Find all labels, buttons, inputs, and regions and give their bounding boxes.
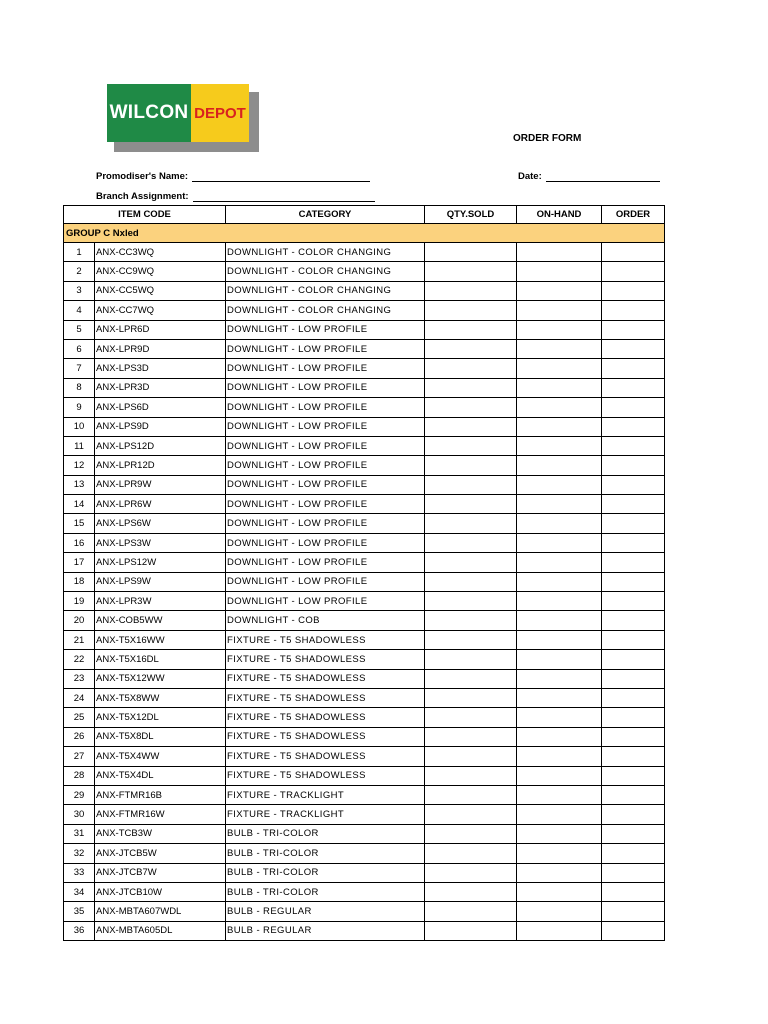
group-row (64, 224, 665, 243)
qty-sold-cell[interactable] (425, 243, 517, 262)
order-cell[interactable] (602, 727, 665, 746)
category-cell: BULB - REGULAR (226, 921, 425, 940)
category-cell: DOWNLIGHT - LOW PROFILE (226, 533, 425, 552)
on-hand-cell[interactable] (517, 902, 602, 921)
on-hand-cell[interactable] (517, 630, 602, 649)
item-code-cell: ANX-MBTA607WDL (95, 902, 226, 921)
item-code-cell: ANX-FTMR16W (95, 805, 226, 824)
on-hand-cell[interactable] (517, 533, 602, 552)
row-number: 16 (64, 533, 95, 552)
item-code-cell: ANX-T5X16WW (95, 630, 226, 649)
on-hand-cell[interactable] (517, 863, 602, 882)
row-number: 9 (64, 398, 95, 417)
category-cell: BULB - TRI-COLOR (226, 844, 425, 863)
order-cell[interactable] (602, 572, 665, 591)
on-hand-cell[interactable] (517, 805, 602, 824)
order-cell[interactable] (602, 592, 665, 611)
qty-sold-cell[interactable] (425, 863, 517, 882)
qty-sold-cell[interactable] (425, 436, 517, 455)
date-label: Date: (518, 171, 542, 182)
on-hand-cell[interactable] (517, 844, 602, 863)
promodiser-field (96, 171, 370, 182)
on-hand-cell[interactable] (517, 495, 602, 514)
item-code-cell: ANX-LPR6D (95, 320, 226, 339)
table-row (64, 727, 665, 746)
qty-sold-cell[interactable] (425, 650, 517, 669)
category-cell: DOWNLIGHT - LOW PROFILE (226, 572, 425, 591)
logo-wilcon-text: WILCON (107, 84, 191, 142)
row-number: 4 (64, 301, 95, 320)
on-hand-cell[interactable] (517, 882, 602, 901)
on-hand-cell[interactable] (517, 572, 602, 591)
category-cell: DOWNLIGHT - LOW PROFILE (226, 378, 425, 397)
order-cell[interactable] (602, 475, 665, 494)
order-cell[interactable] (602, 863, 665, 882)
row-number: 29 (64, 785, 95, 804)
qty-sold-cell[interactable] (425, 301, 517, 320)
on-hand-cell[interactable] (517, 747, 602, 766)
item-code-cell: ANX-LPS6W (95, 514, 226, 533)
row-number: 20 (64, 611, 95, 630)
item-code-cell: ANX-T5X4DL (95, 766, 226, 785)
branch-input-line[interactable] (193, 191, 375, 202)
table-row (64, 882, 665, 901)
row-number: 33 (64, 863, 95, 882)
table-row (64, 378, 665, 397)
header-qty-sold: QTY.SOLD (425, 206, 517, 224)
on-hand-cell[interactable] (517, 708, 602, 727)
table-row (64, 708, 665, 727)
qty-sold-cell[interactable] (425, 805, 517, 824)
order-cell[interactable] (602, 882, 665, 901)
order-cell[interactable] (602, 301, 665, 320)
on-hand-cell[interactable] (517, 301, 602, 320)
logo-depot-text: DEPOT (191, 84, 249, 142)
on-hand-cell[interactable] (517, 688, 602, 707)
row-number: 31 (64, 824, 95, 843)
qty-sold-cell[interactable] (425, 902, 517, 921)
order-cell[interactable] (602, 747, 665, 766)
order-cell[interactable] (602, 378, 665, 397)
row-number: 24 (64, 688, 95, 707)
wilcon-depot-logo (107, 84, 249, 142)
item-code-cell: ANX-LPR9D (95, 339, 226, 358)
table-row (64, 281, 665, 300)
qty-sold-cell[interactable] (425, 572, 517, 591)
category-cell: DOWNLIGHT - LOW PROFILE (226, 514, 425, 533)
on-hand-cell[interactable] (517, 378, 602, 397)
category-cell: BULB - TRI-COLOR (226, 824, 425, 843)
order-cell[interactable] (602, 844, 665, 863)
table-row (64, 572, 665, 591)
on-hand-cell[interactable] (517, 785, 602, 804)
category-cell: FIXTURE - T5 SHADOWLESS (226, 747, 425, 766)
on-hand-cell[interactable] (517, 669, 602, 688)
category-cell: FIXTURE - T5 SHADOWLESS (226, 766, 425, 785)
table-row (64, 630, 665, 649)
row-number: 35 (64, 902, 95, 921)
order-cell[interactable] (602, 708, 665, 727)
order-table (63, 205, 665, 941)
item-code-cell: ANX-LPR12D (95, 456, 226, 475)
table-row (64, 359, 665, 378)
table-row (64, 417, 665, 436)
row-number: 11 (64, 436, 95, 455)
qty-sold-cell[interactable] (425, 495, 517, 514)
row-number: 19 (64, 592, 95, 611)
table-row (64, 514, 665, 533)
row-number: 2 (64, 262, 95, 281)
table-row (64, 243, 665, 262)
qty-sold-cell[interactable] (425, 281, 517, 300)
category-cell: DOWNLIGHT - COLOR CHANGING (226, 262, 425, 281)
qty-sold-cell[interactable] (425, 553, 517, 572)
category-cell: FIXTURE - T5 SHADOWLESS (226, 630, 425, 649)
item-code-cell: ANX-CC3WQ (95, 243, 226, 262)
category-cell: FIXTURE - T5 SHADOWLESS (226, 727, 425, 746)
item-code-cell: ANX-LPR9W (95, 475, 226, 494)
table-row (64, 475, 665, 494)
qty-sold-cell[interactable] (425, 669, 517, 688)
item-code-cell: ANX-JTCB5W (95, 844, 226, 863)
order-cell[interactable] (602, 339, 665, 358)
table-row (64, 553, 665, 572)
item-code-cell: ANX-MBTA605DL (95, 921, 226, 940)
promodiser-label: Promodiser's Name: (96, 171, 189, 182)
on-hand-cell[interactable] (517, 553, 602, 572)
order-cell[interactable] (602, 495, 665, 514)
on-hand-cell[interactable] (517, 456, 602, 475)
table-row (64, 902, 665, 921)
row-number: 25 (64, 708, 95, 727)
qty-sold-cell[interactable] (425, 708, 517, 727)
order-cell[interactable] (602, 553, 665, 572)
order-cell[interactable] (602, 805, 665, 824)
qty-sold-cell[interactable] (425, 514, 517, 533)
branch-label: Branch Assignment: (96, 191, 189, 202)
item-code-cell: ANX-LPS9D (95, 417, 226, 436)
category-cell: DOWNLIGHT - LOW PROFILE (226, 475, 425, 494)
category-cell: FIXTURE - TRACKLIGHT (226, 785, 425, 804)
form-title: ORDER FORM (513, 133, 582, 144)
order-cell[interactable] (602, 533, 665, 552)
item-code-cell: ANX-LPR3W (95, 592, 226, 611)
item-code-cell: ANX-LPS12D (95, 436, 226, 455)
order-cell[interactable] (602, 243, 665, 262)
row-number: 6 (64, 339, 95, 358)
on-hand-cell[interactable] (517, 339, 602, 358)
qty-sold-cell[interactable] (425, 785, 517, 804)
row-number: 23 (64, 669, 95, 688)
row-number: 3 (64, 281, 95, 300)
table-row (64, 533, 665, 552)
table-row (64, 921, 665, 940)
order-cell[interactable] (602, 669, 665, 688)
row-number: 32 (64, 844, 95, 863)
table-row (64, 747, 665, 766)
table-row (64, 456, 665, 475)
item-code-cell: ANX-T5X12WW (95, 669, 226, 688)
item-code-cell: ANX-FTMR16B (95, 785, 226, 804)
category-cell: BULB - TRI-COLOR (226, 863, 425, 882)
qty-sold-cell[interactable] (425, 592, 517, 611)
order-cell[interactable] (602, 436, 665, 455)
category-cell: DOWNLIGHT - LOW PROFILE (226, 359, 425, 378)
order-cell[interactable] (602, 456, 665, 475)
qty-sold-cell[interactable] (425, 882, 517, 901)
on-hand-cell[interactable] (517, 475, 602, 494)
category-cell: BULB - TRI-COLOR (226, 882, 425, 901)
qty-sold-cell[interactable] (425, 378, 517, 397)
category-cell: DOWNLIGHT - LOW PROFILE (226, 553, 425, 572)
on-hand-cell[interactable] (517, 766, 602, 785)
on-hand-cell[interactable] (517, 243, 602, 262)
qty-sold-cell[interactable] (425, 320, 517, 339)
item-code-cell: ANX-LPR6W (95, 495, 226, 514)
table-row (64, 495, 665, 514)
item-code-cell: ANX-T5X8WW (95, 688, 226, 707)
category-cell: DOWNLIGHT - COLOR CHANGING (226, 301, 425, 320)
order-cell[interactable] (602, 785, 665, 804)
header-category: CATEGORY (226, 206, 425, 224)
row-number: 22 (64, 650, 95, 669)
header-on-hand: ON-HAND (517, 206, 602, 224)
qty-sold-cell[interactable] (425, 339, 517, 358)
branch-field (96, 191, 375, 202)
qty-sold-cell[interactable] (425, 824, 517, 843)
row-number: 12 (64, 456, 95, 475)
on-hand-cell[interactable] (517, 727, 602, 746)
qty-sold-cell[interactable] (425, 844, 517, 863)
table-row (64, 669, 665, 688)
table-row (64, 592, 665, 611)
qty-sold-cell[interactable] (425, 747, 517, 766)
category-cell: DOWNLIGHT - LOW PROFILE (226, 436, 425, 455)
item-code-cell: ANX-TCB3W (95, 824, 226, 843)
table-row (64, 824, 665, 843)
qty-sold-cell[interactable] (425, 611, 517, 630)
on-hand-cell[interactable] (517, 320, 602, 339)
row-number: 30 (64, 805, 95, 824)
table-header-row (64, 206, 665, 224)
table-row (64, 320, 665, 339)
category-cell: DOWNLIGHT - LOW PROFILE (226, 495, 425, 514)
item-code-cell: ANX-LPS9W (95, 572, 226, 591)
item-code-cell: ANX-LPR3D (95, 378, 226, 397)
group-label: GROUP C Nxled (64, 224, 665, 243)
order-cell[interactable] (602, 688, 665, 707)
order-cell[interactable] (602, 630, 665, 649)
order-cell[interactable] (602, 824, 665, 843)
item-code-cell: ANX-LPS12W (95, 553, 226, 572)
order-cell[interactable] (602, 359, 665, 378)
on-hand-cell[interactable] (517, 398, 602, 417)
row-number: 36 (64, 921, 95, 940)
order-cell[interactable] (602, 262, 665, 281)
table-row (64, 398, 665, 417)
item-code-cell: ANX-JTCB7W (95, 863, 226, 882)
table-row (64, 611, 665, 630)
category-cell: DOWNLIGHT - COLOR CHANGING (226, 243, 425, 262)
category-cell: BULB - REGULAR (226, 902, 425, 921)
category-cell: DOWNLIGHT - COB (226, 611, 425, 630)
qty-sold-cell[interactable] (425, 456, 517, 475)
item-code-cell: ANX-LPS3W (95, 533, 226, 552)
order-cell[interactable] (602, 921, 665, 940)
qty-sold-cell[interactable] (425, 727, 517, 746)
order-cell[interactable] (602, 766, 665, 785)
category-cell: FIXTURE - TRACKLIGHT (226, 805, 425, 824)
item-code-cell: ANX-JTCB10W (95, 882, 226, 901)
header-item-code: ITEM CODE (64, 206, 226, 224)
item-code-cell: ANX-T5X16DL (95, 650, 226, 669)
on-hand-cell[interactable] (517, 436, 602, 455)
header-order: ORDER (602, 206, 665, 224)
row-number: 34 (64, 882, 95, 901)
row-number: 14 (64, 495, 95, 514)
qty-sold-cell[interactable] (425, 398, 517, 417)
row-number: 13 (64, 475, 95, 494)
item-code-cell: ANX-CC7WQ (95, 301, 226, 320)
table-row (64, 262, 665, 281)
category-cell: DOWNLIGHT - LOW PROFILE (226, 398, 425, 417)
category-cell: DOWNLIGHT - LOW PROFILE (226, 339, 425, 358)
row-number: 27 (64, 747, 95, 766)
row-number: 7 (64, 359, 95, 378)
row-number: 26 (64, 727, 95, 746)
on-hand-cell[interactable] (517, 921, 602, 940)
qty-sold-cell[interactable] (425, 417, 517, 436)
table-row (64, 785, 665, 804)
category-cell: DOWNLIGHT - LOW PROFILE (226, 592, 425, 611)
order-cell[interactable] (602, 650, 665, 669)
category-cell: FIXTURE - T5 SHADOWLESS (226, 650, 425, 669)
order-cell[interactable] (602, 320, 665, 339)
item-code-cell: ANX-LPS6D (95, 398, 226, 417)
on-hand-cell[interactable] (517, 359, 602, 378)
category-cell: DOWNLIGHT - COLOR CHANGING (226, 281, 425, 300)
order-cell[interactable] (602, 281, 665, 300)
category-cell: FIXTURE - T5 SHADOWLESS (226, 708, 425, 727)
order-cell[interactable] (602, 417, 665, 436)
qty-sold-cell[interactable] (425, 262, 517, 281)
table-row (64, 339, 665, 358)
category-cell: DOWNLIGHT - LOW PROFILE (226, 320, 425, 339)
on-hand-cell[interactable] (517, 824, 602, 843)
category-cell: DOWNLIGHT - LOW PROFILE (226, 456, 425, 475)
on-hand-cell[interactable] (517, 514, 602, 533)
row-number: 1 (64, 243, 95, 262)
table-row (64, 301, 665, 320)
order-cell[interactable] (602, 611, 665, 630)
on-hand-cell[interactable] (517, 281, 602, 300)
on-hand-cell[interactable] (517, 417, 602, 436)
category-cell: DOWNLIGHT - LOW PROFILE (226, 417, 425, 436)
order-cell[interactable] (602, 398, 665, 417)
row-number: 5 (64, 320, 95, 339)
on-hand-cell[interactable] (517, 611, 602, 630)
item-code-cell: ANX-CC9WQ (95, 262, 226, 281)
category-cell: FIXTURE - T5 SHADOWLESS (226, 669, 425, 688)
order-cell[interactable] (602, 514, 665, 533)
order-cell[interactable] (602, 902, 665, 921)
row-number: 18 (64, 572, 95, 591)
row-number: 8 (64, 378, 95, 397)
row-number: 10 (64, 417, 95, 436)
table-row (64, 688, 665, 707)
table-row (64, 766, 665, 785)
row-number: 17 (64, 553, 95, 572)
table-row (64, 650, 665, 669)
table-row (64, 436, 665, 455)
qty-sold-cell[interactable] (425, 766, 517, 785)
item-code-cell: ANX-T5X4WW (95, 747, 226, 766)
qty-sold-cell[interactable] (425, 688, 517, 707)
date-input-line[interactable] (546, 171, 660, 182)
item-code-cell: ANX-CC5WQ (95, 281, 226, 300)
qty-sold-cell[interactable] (425, 533, 517, 552)
on-hand-cell[interactable] (517, 650, 602, 669)
table-row (64, 863, 665, 882)
row-number: 21 (64, 630, 95, 649)
item-code-cell: ANX-COB5WW (95, 611, 226, 630)
qty-sold-cell[interactable] (425, 359, 517, 378)
on-hand-cell[interactable] (517, 262, 602, 281)
promodiser-input-line[interactable] (192, 171, 370, 182)
item-code-cell: ANX-T5X8DL (95, 727, 226, 746)
qty-sold-cell[interactable] (425, 630, 517, 649)
row-number: 28 (64, 766, 95, 785)
date-field (518, 171, 660, 182)
row-number: 15 (64, 514, 95, 533)
table-row (64, 844, 665, 863)
item-code-cell: ANX-T5X12DL (95, 708, 226, 727)
category-cell: FIXTURE - T5 SHADOWLESS (226, 688, 425, 707)
on-hand-cell[interactable] (517, 592, 602, 611)
qty-sold-cell[interactable] (425, 921, 517, 940)
qty-sold-cell[interactable] (425, 475, 517, 494)
table-row (64, 805, 665, 824)
item-code-cell: ANX-LPS3D (95, 359, 226, 378)
